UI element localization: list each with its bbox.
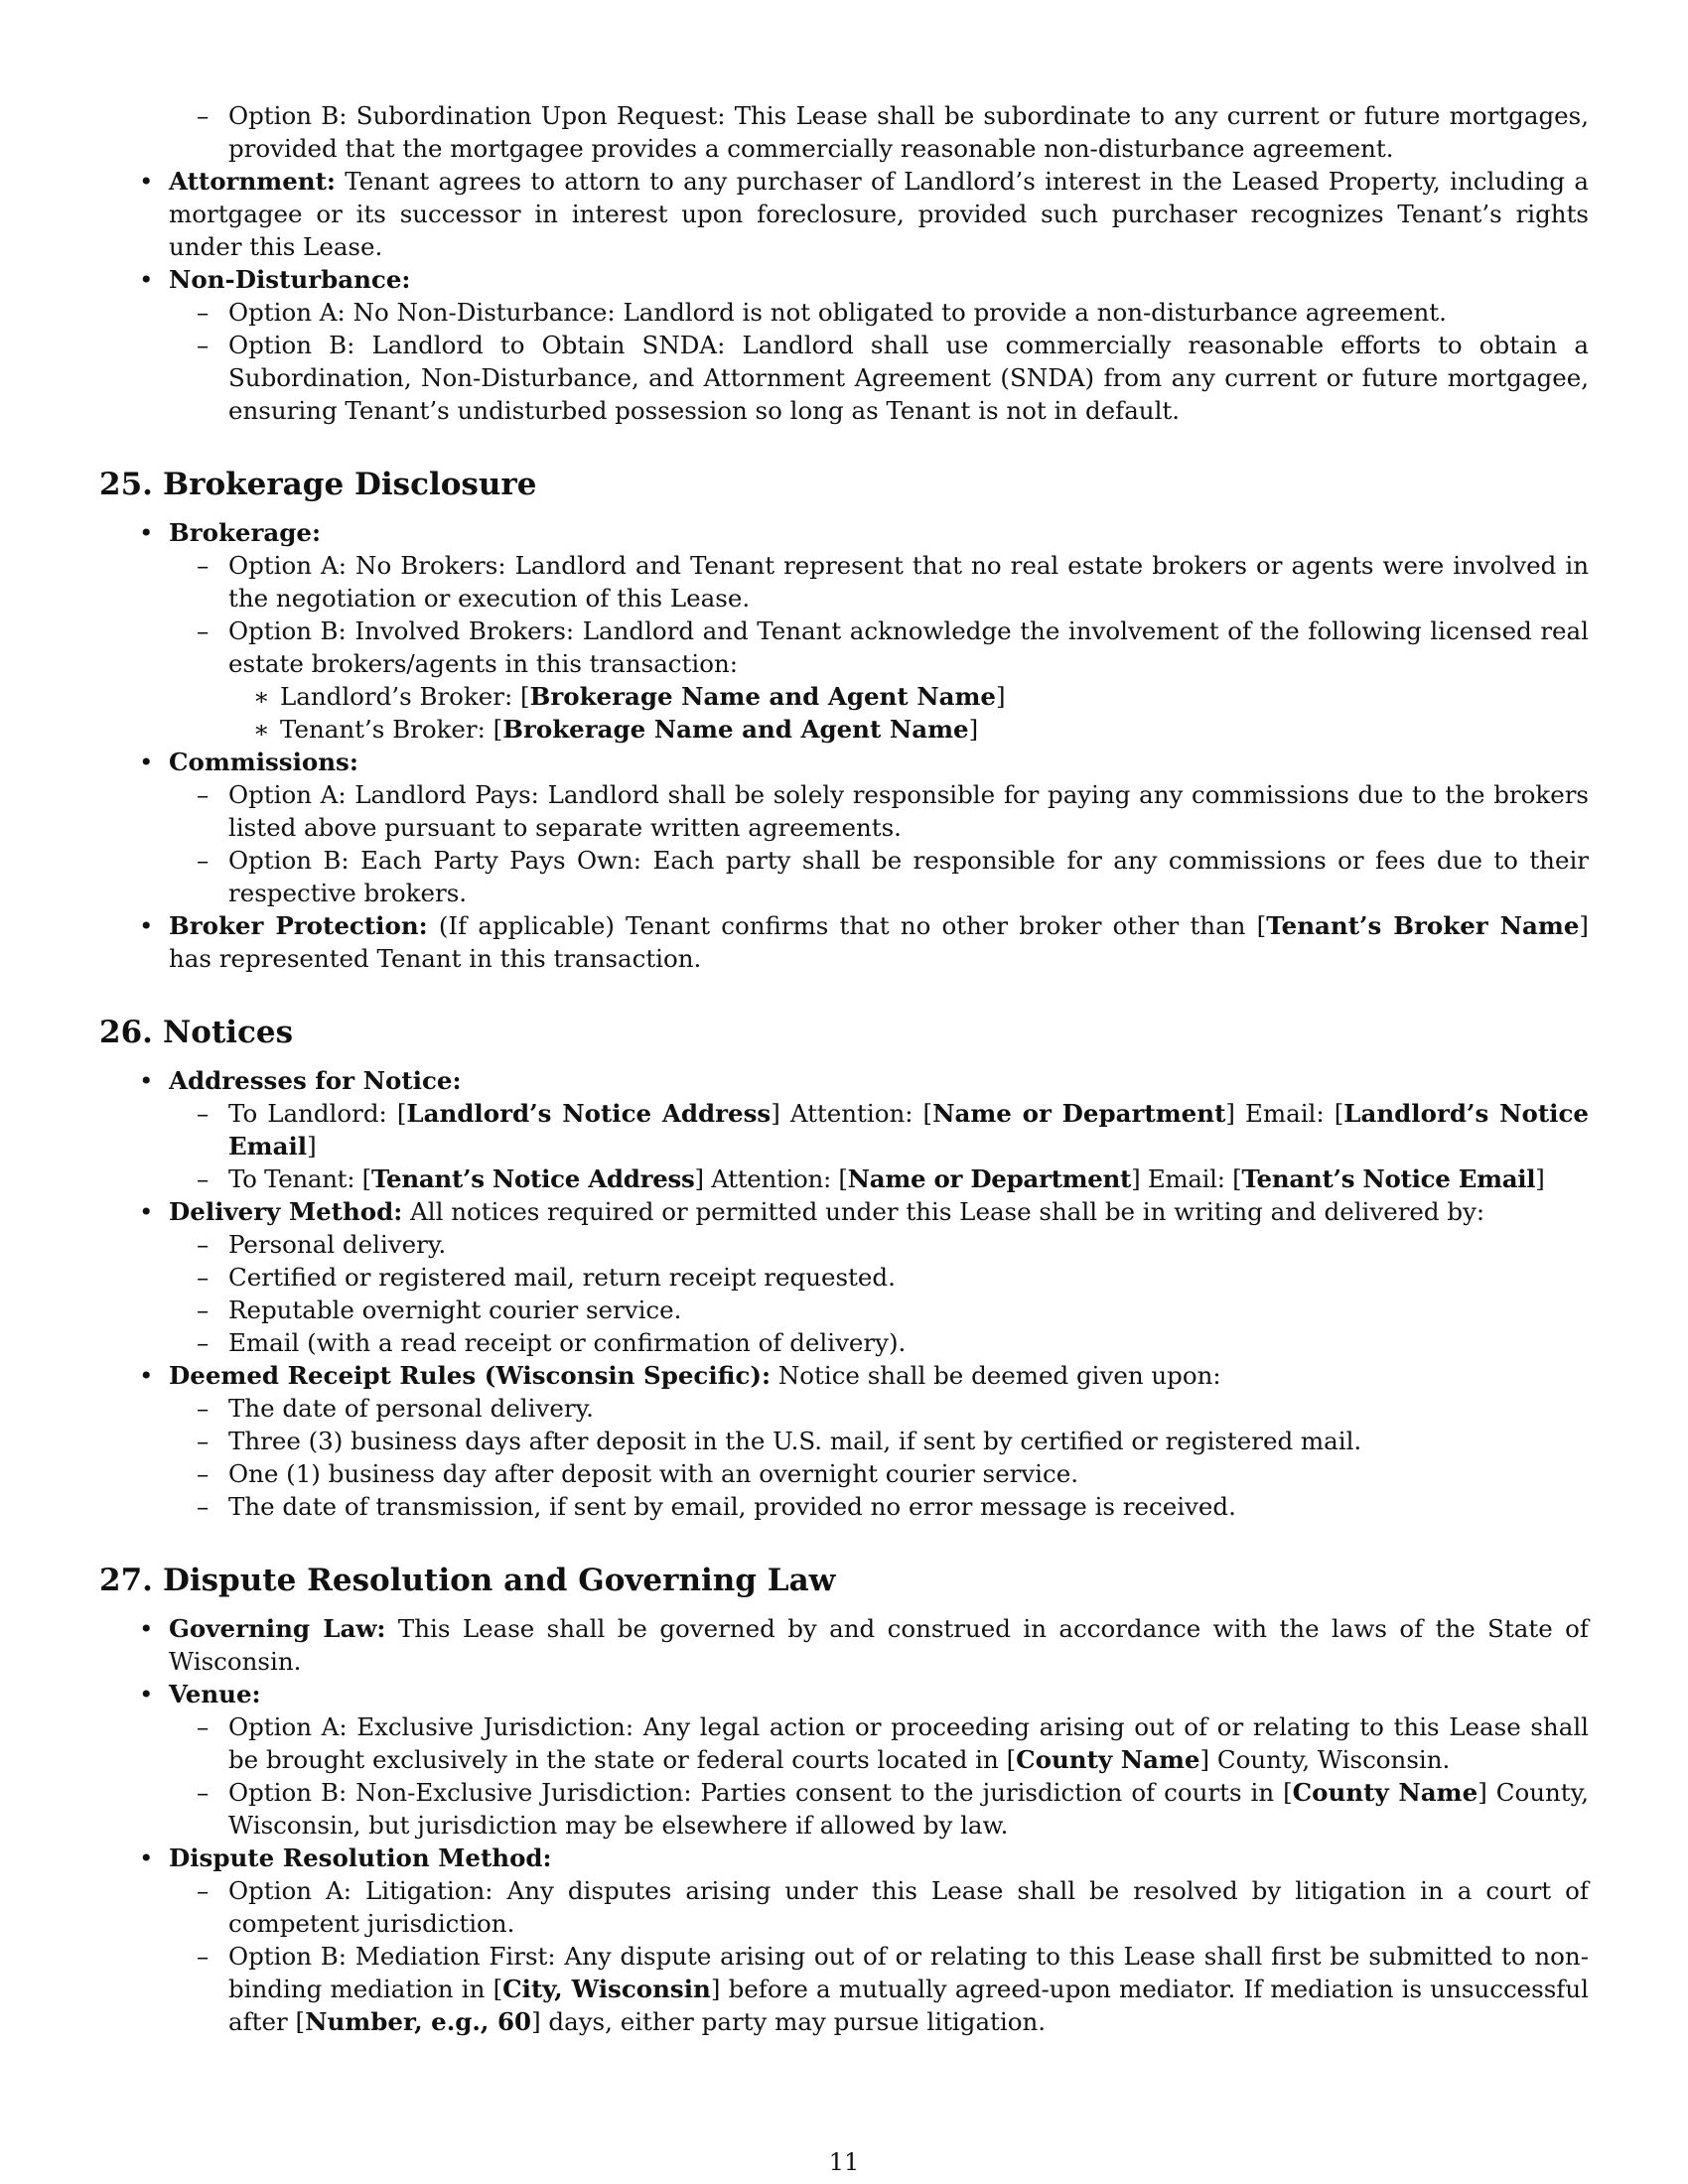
dispute-option-b: – Option B: Mediation First: Any dispute arising out of or relating to this Lease shall first be submitted to non-binding mediation in [City, Wisconsin] before a mutually agreed-upon mediator. If mediation is unsuccessful after [Number, e.g., 60] days, either party may pursue litigation. bbox=[99, 1940, 1589, 2038]
broker-protection-item: • Broker Protection: (If applicable) Tenant confirms that no other broker other than [Tenant’s Broker Name] has represented Tenant in this transaction. bbox=[99, 909, 1589, 975]
brokerage-option-b: – Option B: Involved Brokers: Landlord and Tenant acknowledge the involvement of the following licensed real estate brokers/agents in this transaction: bbox=[99, 614, 1589, 680]
subordination-option-b: – Option B: Subordination Upon Request: This Lease shall be subordinate to any current or future mortgages, provided that the mortgagee provides a commercially reasonable non-disturbance agreement. bbox=[99, 99, 1589, 165]
nondisturbance-label: Non-Disturbance: bbox=[169, 265, 411, 294]
tenant-notice-line: – To Tenant: [Tenant’s Notice Address] Attention: [Name or Department] Email: [Tenant’s Notice Email] bbox=[99, 1162, 1589, 1195]
brokerage-option-a: – Option A: No Brokers: Landlord and Tenant represent that no real estate brokers or agents were involved in the negotiation or execution of this Lease. bbox=[99, 549, 1589, 614]
commissions-option-b: – Option B: Each Party Pays Own: Each party shall be responsible for any commissions or fees due to their respective brokers. bbox=[99, 844, 1589, 909]
delivery-method: – Certified or registered mail, return receipt requested. bbox=[99, 1261, 1589, 1294]
landlord-broker-line: ∗ Landlord’s Broker: [Brokerage Name and Agent Name] bbox=[99, 680, 1589, 713]
tenant-broker-line: ∗ Tenant’s Broker: [Brokerage Name and Agent Name] bbox=[99, 713, 1589, 746]
section-27-heading: 27. Dispute Resolution and Governing Law bbox=[99, 1563, 836, 1598]
delivery-method-item: • Delivery Method: All notices required or permitted under this Lease shall be in writing and delivered by: bbox=[99, 1195, 1589, 1228]
deemed-receipt-item: • Deemed Receipt Rules (Wisconsin Specific): Notice shall be deemed given upon: bbox=[99, 1359, 1589, 1392]
dispute-option-a: – Option A: Litigation: Any disputes arising under this Lease shall be resolved by litigation in a court of competent jurisdiction. bbox=[99, 1874, 1589, 1940]
receipt-rule: – The date of personal delivery. bbox=[99, 1392, 1589, 1425]
delivery-method: – Personal delivery. bbox=[99, 1228, 1589, 1261]
commissions-item: • Commissions: bbox=[99, 746, 1589, 778]
receipt-rule: – Three (3) business days after deposit in the U.S. mail, if sent by certified or registered mail. bbox=[99, 1425, 1589, 1457]
delivery-method: – Reputable overnight courier service. bbox=[99, 1294, 1589, 1326]
delivery-method: – Email (with a read receipt or confirmation of delivery). bbox=[99, 1326, 1589, 1359]
venue-option-a: – Option A: Exclusive Jurisdiction: Any legal action or proceeding arising out of or relating to this Lease shall be brought exclusively in the state or federal courts located in [County Name] County, Wisconsin. bbox=[99, 1710, 1589, 1776]
receipt-rule: – The date of transmission, if sent by email, provided no error message is received. bbox=[99, 1490, 1589, 1523]
landlord-notice-line: – To Landlord: [Landlord’s Notice Address] Attention: [Name or Department] Email: [Landlord’s Notice Email] bbox=[99, 1097, 1589, 1162]
nondisturbance-option-a: – Option A: No Non-Disturbance: Landlord is not obligated to provide a non-disturbance agreement. bbox=[99, 296, 1589, 329]
nondisturbance-option-b: – Option B: Landlord to Obtain SNDA: Landlord shall use commercially reasonable efforts to obtain a Subordination, Non-Disturbance, and Attornment Agreement (SNDA) from any current or future mortgagee, ensuring Tenant’s undisturbed possession so long as Tenant is not in default. bbox=[99, 329, 1589, 427]
brokerage-item: • Brokerage: bbox=[99, 516, 1589, 549]
tenant-broker-placeholder: Brokerage Name and Agent Name bbox=[502, 715, 969, 744]
venue-option-b: – Option B: Non-Exclusive Jurisdiction: Parties consent to the jurisdiction of courts in [County Name] County, Wisconsin, but jurisdiction may be elsewhere if allowed by law. bbox=[99, 1776, 1589, 1842]
attornment-label: Attornment: bbox=[169, 167, 336, 196]
section-25-heading: 25. Brokerage Disclosure bbox=[99, 467, 537, 502]
dispute-method-item: • Dispute Resolution Method: bbox=[99, 1842, 1589, 1874]
governing-law-item: • Governing Law: This Lease shall be governed by and construed in accordance with the laws of the State of Wisconsin. bbox=[99, 1612, 1589, 1678]
landlord-broker-placeholder: Brokerage Name and Agent Name bbox=[529, 682, 996, 711]
section-26-heading: 26. Notices bbox=[99, 1015, 294, 1050]
attornment-item: • Attornment: Tenant agrees to attorn to any purchaser of Landlord’s interest in the Leased Property, including a mortgagee or its successor in interest upon foreclosure, provided such purchaser recognizes Tenant’s rights under this Lease. bbox=[99, 165, 1589, 263]
tenant-broker-name-placeholder: Tenant’s Broker Name bbox=[1266, 911, 1580, 940]
venue-item: • Venue: bbox=[99, 1678, 1589, 1710]
commissions-option-a: – Option A: Landlord Pays: Landlord shall be solely responsible for paying any commissions due to the brokers listed above pursuant to separate written agreements. bbox=[99, 778, 1589, 844]
document-page bbox=[99, 99, 1589, 2038]
nondisturbance-item bbox=[99, 263, 1589, 296]
page-number: 11 bbox=[828, 2148, 860, 2176]
receipt-rule: – One (1) business day after deposit with an overnight courier service. bbox=[99, 1457, 1589, 1490]
addresses-item: • Addresses for Notice: bbox=[99, 1064, 1589, 1097]
